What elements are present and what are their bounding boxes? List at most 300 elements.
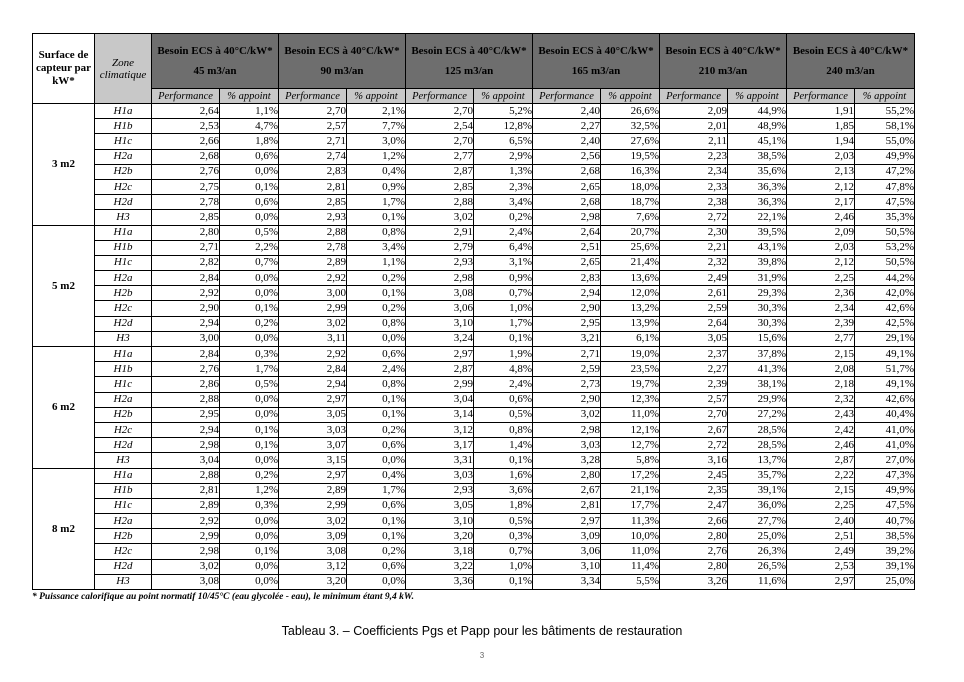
appoint-cell: 0,6% (347, 559, 406, 574)
appoint-cell: 11,0% (601, 407, 660, 422)
performance-cell: 2,23 (660, 149, 728, 164)
appoint-cell: 25,6% (601, 240, 660, 255)
performance-cell: 2,70 (660, 407, 728, 422)
appoint-cell: 0,4% (347, 164, 406, 179)
need-group-volume: 45 m3/an (193, 64, 237, 77)
performance-cell: 2,21 (660, 240, 728, 255)
performance-cell: 2,95 (152, 407, 220, 422)
appoint-cell: 2,2% (220, 240, 279, 255)
performance-cell: 2,93 (279, 210, 347, 225)
performance-cell: 2,98 (152, 544, 220, 559)
appoint-cell: 0,1% (220, 301, 279, 316)
zone-cell: H2b (95, 407, 152, 422)
performance-cell: 2,42 (787, 422, 855, 437)
performance-cell: 2,51 (787, 529, 855, 544)
performance-cell: 2,98 (406, 271, 474, 286)
appoint-cell: 3,4% (474, 195, 533, 210)
appoint-cell: 0,0% (220, 164, 279, 179)
zone-cell: H3 (95, 210, 152, 225)
appoint-cell: 12,7% (601, 438, 660, 453)
performance-cell: 2,92 (152, 514, 220, 529)
appoint-cell: 4,8% (474, 362, 533, 377)
appoint-cell: 1,7% (347, 195, 406, 210)
zone-cell: H2b (95, 164, 152, 179)
appoint-cell: 49,9% (855, 483, 915, 498)
table-row (33, 179, 915, 194)
appoint-cell: 0,0% (347, 331, 406, 346)
performance-cell: 2,80 (660, 559, 728, 574)
performance-cell: 2,54 (406, 119, 474, 134)
performance-cell: 2,87 (406, 362, 474, 377)
performance-cell: 1,94 (787, 134, 855, 149)
appoint-cell: 44,9% (728, 104, 787, 119)
performance-cell: 2,98 (533, 210, 601, 225)
appoint-cell: 35,6% (728, 164, 787, 179)
appoint-cell: 43,1% (728, 240, 787, 255)
zone-cell: H1c (95, 255, 152, 270)
performance-cell: 2,32 (660, 255, 728, 270)
performance-cell: 2,94 (533, 286, 601, 301)
appoint-cell: 0,1% (220, 179, 279, 194)
performance-cell: 2,25 (787, 271, 855, 286)
appoint-cell: 5,8% (601, 453, 660, 468)
performance-cell: 2,88 (279, 225, 347, 240)
performance-header: Performance (152, 89, 220, 104)
appoint-cell: 0,7% (220, 255, 279, 270)
need-group-volume: 240 m3/an (826, 64, 875, 77)
appoint-cell: 2,4% (347, 362, 406, 377)
appoint-cell: 12,1% (601, 422, 660, 437)
performance-cell: 2,68 (533, 195, 601, 210)
surface-cell: 5 m2 (33, 225, 95, 347)
appoint-cell: 0,6% (347, 347, 406, 362)
appoint-cell: 29,3% (728, 286, 787, 301)
table-row (33, 514, 915, 529)
appoint-cell: 0,0% (347, 574, 406, 589)
performance-cell: 2,64 (152, 104, 220, 119)
performance-cell: 3,17 (406, 438, 474, 453)
appoint-cell: 11,6% (728, 574, 787, 589)
appoint-cell: 11,4% (601, 559, 660, 574)
performance-cell: 2,09 (787, 225, 855, 240)
need-group-header (279, 34, 406, 89)
performance-cell: 3,28 (533, 453, 601, 468)
coefficients-table (32, 33, 915, 590)
appoint-cell: 0,0% (220, 559, 279, 574)
appoint-cell: 1,4% (474, 438, 533, 453)
performance-cell: 2,68 (152, 149, 220, 164)
appoint-cell: 27,7% (728, 514, 787, 529)
appoint-cell: 42,5% (855, 316, 915, 331)
performance-cell: 2,88 (152, 392, 220, 407)
appoint-cell: 0,0% (220, 574, 279, 589)
table-row (33, 316, 915, 331)
appoint-cell: 38,1% (728, 377, 787, 392)
performance-cell: 2,77 (787, 331, 855, 346)
appoint-cell: 0,7% (474, 286, 533, 301)
appoint-cell: 7,6% (601, 210, 660, 225)
performance-cell: 2,34 (787, 301, 855, 316)
appoint-cell: 0,2% (347, 422, 406, 437)
performance-cell: 2,53 (787, 559, 855, 574)
appoint-cell: 0,1% (347, 529, 406, 544)
performance-cell: 2,15 (787, 347, 855, 362)
performance-cell: 2,98 (152, 438, 220, 453)
performance-cell: 2,64 (533, 225, 601, 240)
appoint-cell: 6,1% (601, 331, 660, 346)
appoint-cell: 36,3% (728, 179, 787, 194)
appoint-cell: 3,1% (474, 255, 533, 270)
appoint-cell: 30,3% (728, 316, 787, 331)
performance-cell: 2,15 (787, 483, 855, 498)
table-row (33, 240, 915, 255)
table-row (33, 134, 915, 149)
performance-cell: 2,90 (152, 301, 220, 316)
performance-cell: 2,84 (152, 347, 220, 362)
performance-cell: 3,11 (279, 331, 347, 346)
appoint-cell: 0,1% (220, 544, 279, 559)
appoint-header: % appoint (220, 89, 279, 104)
appoint-cell: 23,5% (601, 362, 660, 377)
performance-cell: 3,24 (406, 331, 474, 346)
performance-cell: 2,80 (660, 529, 728, 544)
appoint-cell: 0,0% (220, 210, 279, 225)
performance-cell: 3,02 (279, 514, 347, 529)
zone-cell: H1a (95, 104, 152, 119)
performance-cell: 2,01 (660, 119, 728, 134)
performance-cell: 2,25 (787, 498, 855, 513)
table-row (33, 362, 915, 377)
performance-cell: 3,02 (406, 210, 474, 225)
performance-cell: 3,02 (533, 407, 601, 422)
appoint-cell: 3,6% (474, 483, 533, 498)
performance-cell: 2,40 (533, 104, 601, 119)
appoint-cell: 35,7% (728, 468, 787, 483)
performance-cell: 2,43 (787, 407, 855, 422)
appoint-cell: 0,6% (220, 149, 279, 164)
zone-cell: H2a (95, 149, 152, 164)
performance-cell: 2,65 (533, 179, 601, 194)
performance-cell: 2,92 (152, 286, 220, 301)
performance-cell: 2,66 (152, 134, 220, 149)
appoint-cell: 0,2% (347, 271, 406, 286)
performance-cell: 2,39 (787, 316, 855, 331)
need-group-title: Besoin ECS à 40°C/kW* (538, 44, 654, 57)
appoint-cell: 5,2% (474, 104, 533, 119)
performance-cell: 2,74 (279, 149, 347, 164)
appoint-cell: 28,5% (728, 422, 787, 437)
appoint-cell: 55,2% (855, 104, 915, 119)
table-row (33, 119, 915, 134)
appoint-cell: 0,0% (220, 453, 279, 468)
appoint-cell: 0,1% (474, 331, 533, 346)
performance-cell: 2,83 (533, 271, 601, 286)
performance-cell: 2,68 (533, 164, 601, 179)
appoint-header: % appoint (728, 89, 787, 104)
performance-cell: 2,87 (787, 453, 855, 468)
performance-cell: 3,02 (152, 559, 220, 574)
performance-cell: 2,35 (660, 483, 728, 498)
appoint-cell: 11,3% (601, 514, 660, 529)
performance-cell: 3,08 (279, 544, 347, 559)
performance-cell: 3,05 (406, 498, 474, 513)
table-row (33, 559, 915, 574)
performance-cell: 2,94 (152, 316, 220, 331)
performance-cell: 2,92 (279, 271, 347, 286)
appoint-cell: 2,9% (474, 149, 533, 164)
performance-cell: 2,72 (660, 438, 728, 453)
performance-cell: 3,10 (406, 514, 474, 529)
appoint-cell: 0,6% (474, 392, 533, 407)
appoint-cell: 0,5% (220, 225, 279, 240)
appoint-cell: 42,0% (855, 286, 915, 301)
performance-cell: 3,08 (152, 574, 220, 589)
performance-cell: 2,34 (660, 164, 728, 179)
performance-cell: 2,57 (279, 119, 347, 134)
zone-cell: H2a (95, 271, 152, 286)
appoint-cell: 55,0% (855, 134, 915, 149)
appoint-cell: 47,3% (855, 468, 915, 483)
performance-cell: 2,12 (787, 179, 855, 194)
appoint-cell: 1,7% (474, 316, 533, 331)
performance-cell: 2,70 (279, 104, 347, 119)
performance-cell: 3,00 (279, 286, 347, 301)
performance-cell: 2,95 (533, 316, 601, 331)
performance-cell: 2,93 (406, 255, 474, 270)
appoint-cell: 37,8% (728, 347, 787, 362)
performance-cell: 2,66 (660, 514, 728, 529)
appoint-cell: 0,0% (220, 407, 279, 422)
appoint-cell: 4,7% (220, 119, 279, 134)
appoint-cell: 0,0% (220, 286, 279, 301)
appoint-cell: 0,7% (474, 544, 533, 559)
zone-cell: H1b (95, 240, 152, 255)
performance-header: Performance (787, 89, 855, 104)
table-row (33, 104, 915, 119)
performance-cell: 2,56 (533, 149, 601, 164)
appoint-cell: 1,6% (474, 468, 533, 483)
appoint-cell: 6,4% (474, 240, 533, 255)
appoint-header: % appoint (474, 89, 533, 104)
performance-cell: 2,40 (787, 514, 855, 529)
table-row (33, 498, 915, 513)
appoint-cell: 41,0% (855, 422, 915, 437)
performance-cell: 2,94 (152, 422, 220, 437)
appoint-cell: 28,5% (728, 438, 787, 453)
appoint-cell: 2,4% (474, 377, 533, 392)
performance-cell: 3,36 (406, 574, 474, 589)
table-row (33, 286, 915, 301)
need-group-title: Besoin ECS à 40°C/kW* (411, 44, 527, 57)
appoint-cell: 0,9% (474, 271, 533, 286)
performance-cell: 2,97 (787, 574, 855, 589)
performance-cell: 2,99 (279, 498, 347, 513)
appoint-cell: 1,1% (220, 104, 279, 119)
table-caption: Tableau 3. – Coefficients Pgs et Papp pour les bâtiments de restauration (281, 624, 683, 638)
appoint-cell: 0,4% (347, 468, 406, 483)
appoint-cell: 27,2% (728, 407, 787, 422)
appoint-cell: 35,3% (855, 210, 915, 225)
appoint-cell: 47,2% (855, 164, 915, 179)
zone-cell: H1a (95, 347, 152, 362)
performance-cell: 2,81 (279, 179, 347, 194)
appoint-cell: 39,1% (855, 559, 915, 574)
performance-cell: 3,06 (533, 544, 601, 559)
performance-cell: 3,06 (406, 301, 474, 316)
performance-cell: 2,73 (533, 377, 601, 392)
zone-cell: H1a (95, 225, 152, 240)
performance-cell: 2,70 (406, 104, 474, 119)
performance-cell: 3,10 (533, 559, 601, 574)
appoint-cell: 0,1% (474, 453, 533, 468)
table-row (33, 195, 915, 210)
zone-cell: H2b (95, 529, 152, 544)
performance-cell: 2,90 (533, 301, 601, 316)
appoint-cell: 0,5% (474, 407, 533, 422)
appoint-cell: 39,1% (728, 483, 787, 498)
performance-cell: 2,57 (660, 392, 728, 407)
performance-cell: 3,31 (406, 453, 474, 468)
zone-cell: H2c (95, 179, 152, 194)
appoint-cell: 49,1% (855, 347, 915, 362)
performance-cell: 2,64 (660, 316, 728, 331)
performance-cell: 2,92 (279, 347, 347, 362)
performance-cell: 2,03 (787, 240, 855, 255)
zone-cell: H1b (95, 119, 152, 134)
appoint-cell: 0,1% (347, 392, 406, 407)
table-row (33, 544, 915, 559)
appoint-cell: 51,7% (855, 362, 915, 377)
performance-cell: 2,77 (406, 149, 474, 164)
zone-cell: H1c (95, 134, 152, 149)
appoint-cell: 0,1% (347, 514, 406, 529)
zone-cell: H3 (95, 574, 152, 589)
performance-cell: 2,49 (787, 544, 855, 559)
appoint-cell: 1,9% (474, 347, 533, 362)
performance-cell: 2,13 (787, 164, 855, 179)
table-row (33, 453, 915, 468)
appoint-cell: 1,8% (220, 134, 279, 149)
performance-cell: 2,80 (533, 468, 601, 483)
appoint-cell: 0,3% (220, 347, 279, 362)
table-row (33, 149, 915, 164)
performance-cell: 2,12 (787, 255, 855, 270)
zone-cell: H1c (95, 377, 152, 392)
appoint-cell: 36,3% (728, 195, 787, 210)
appoint-cell: 31,9% (728, 271, 787, 286)
appoint-cell: 36,0% (728, 498, 787, 513)
appoint-cell: 0,1% (220, 422, 279, 437)
table-row (33, 377, 915, 392)
appoint-cell: 38,5% (728, 149, 787, 164)
appoint-cell: 0,5% (474, 514, 533, 529)
performance-cell: 3,18 (406, 544, 474, 559)
performance-cell: 2,72 (660, 210, 728, 225)
performance-cell: 3,22 (406, 559, 474, 574)
table-row (33, 422, 915, 437)
appoint-cell: 0,0% (220, 529, 279, 544)
zone-cell: H3 (95, 331, 152, 346)
table-row (33, 255, 915, 270)
appoint-cell: 0,3% (220, 498, 279, 513)
zone-cell: H2d (95, 559, 152, 574)
performance-cell: 2,99 (279, 301, 347, 316)
table-row (33, 407, 915, 422)
appoint-cell: 0,6% (220, 195, 279, 210)
appoint-cell: 1,0% (474, 559, 533, 574)
zone-cell: H2d (95, 316, 152, 331)
header-row-groups (33, 34, 915, 89)
performance-cell: 2,88 (406, 195, 474, 210)
appoint-cell: 42,6% (855, 392, 915, 407)
performance-cell: 3,07 (279, 438, 347, 453)
zone-cell: H2b (95, 286, 152, 301)
performance-cell: 2,39 (660, 377, 728, 392)
appoint-cell: 41,0% (855, 438, 915, 453)
zone-cell: H1a (95, 468, 152, 483)
appoint-cell: 47,5% (855, 498, 915, 513)
need-group-header (660, 34, 787, 89)
appoint-cell: 53,2% (855, 240, 915, 255)
performance-cell: 2,97 (279, 468, 347, 483)
performance-cell: 3,02 (279, 316, 347, 331)
appoint-cell: 29,9% (728, 392, 787, 407)
appoint-cell: 26,6% (601, 104, 660, 119)
appoint-cell: 26,5% (728, 559, 787, 574)
performance-cell: 2,84 (152, 271, 220, 286)
appoint-cell: 1,8% (474, 498, 533, 513)
appoint-cell: 1,2% (220, 483, 279, 498)
appoint-cell: 0,8% (347, 316, 406, 331)
performance-cell: 3,20 (279, 574, 347, 589)
appoint-cell: 0,2% (220, 316, 279, 331)
performance-cell: 2,40 (533, 134, 601, 149)
appoint-cell: 17,2% (601, 468, 660, 483)
appoint-cell: 32,5% (601, 119, 660, 134)
performance-cell: 2,65 (533, 255, 601, 270)
performance-cell: 2,97 (279, 392, 347, 407)
surface-cell: 3 m2 (33, 104, 95, 226)
appoint-cell: 1,0% (474, 301, 533, 316)
table-row (33, 301, 915, 316)
appoint-cell: 17,7% (601, 498, 660, 513)
performance-cell: 2,91 (406, 225, 474, 240)
performance-cell: 2,11 (660, 134, 728, 149)
performance-cell: 2,94 (279, 377, 347, 392)
appoint-cell: 1,1% (347, 255, 406, 270)
performance-header: Performance (660, 89, 728, 104)
appoint-cell: 0,8% (347, 377, 406, 392)
need-group-volume: 125 m3/an (444, 64, 494, 77)
need-group-title: Besoin ECS à 40°C/kW* (792, 44, 909, 57)
performance-cell: 2,89 (279, 483, 347, 498)
appoint-cell: 40,4% (855, 407, 915, 422)
appoint-cell: 27,0% (855, 453, 915, 468)
performance-cell: 2,22 (787, 468, 855, 483)
table-row (33, 331, 915, 346)
need-group-title: Besoin ECS à 40°C/kW* (157, 44, 273, 57)
appoint-header: % appoint (855, 89, 915, 104)
appoint-cell: 0,1% (347, 210, 406, 225)
appoint-cell: 15,6% (728, 331, 787, 346)
appoint-cell: 10,0% (601, 529, 660, 544)
appoint-cell: 0,9% (347, 179, 406, 194)
appoint-cell: 44,2% (855, 271, 915, 286)
performance-cell: 3,03 (533, 438, 601, 453)
performance-cell: 2,70 (406, 134, 474, 149)
performance-cell: 2,97 (406, 347, 474, 362)
performance-cell: 3,12 (279, 559, 347, 574)
